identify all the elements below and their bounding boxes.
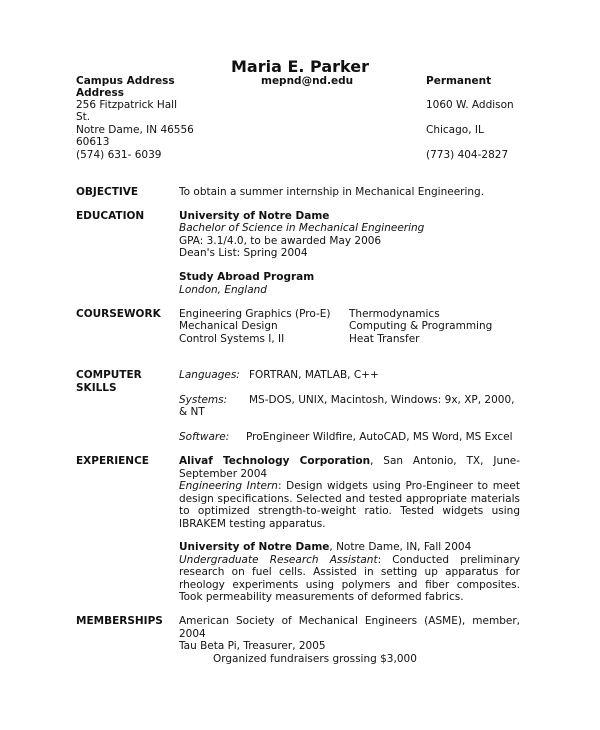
education-gpa: GPA: 3.1/4.0, to be awarded May 2006 [179, 235, 382, 247]
course-item: Heat Transfer [349, 333, 420, 345]
permanent-address-line2: Chicago, IL [426, 124, 484, 136]
computer-skills-heading: COMPUTER [76, 369, 142, 381]
experience-entry-notre-dame [179, 541, 520, 604]
software-value: ProEngineer Wildfire, AutoCAD, MS Word, MS Excel [246, 431, 513, 443]
job1-desc-3: to optimized strength-to-weight ratio. Tested widgets using [179, 505, 520, 517]
study-abroad-title: Study Abroad Program [179, 271, 315, 283]
job1-role: Engineering Intern [179, 480, 278, 492]
study-abroad-location: London, England [179, 284, 267, 296]
job1-dates: September 2004 [179, 467, 268, 480]
software-label: Software: [179, 431, 230, 443]
memberships-block [179, 615, 520, 665]
computer-skills-heading-2: SKILLS [76, 382, 117, 394]
languages-value: FORTRAN, MATLAB, C++ [249, 369, 379, 381]
membership-fundraisers: Organized fundraisers grossing $3,000 [213, 652, 417, 665]
objective-text: To obtain a summer internship in Mechanical Engineering. [179, 186, 485, 198]
job1-desc-2: design specifications. Selected and tested appropriate materials [179, 492, 520, 505]
membership-asme: American Society of Mechanical Engineers (ASME), member, [179, 615, 520, 627]
memberships-heading: MEMBERSHIPS [76, 615, 163, 627]
email-link[interactable]: mepnd@nd.edu [261, 75, 354, 87]
job2-desc-2: research on fuel cells. Assisted in setting up apparatus for [179, 566, 520, 578]
job2-location: , Notre Dame, IN, Fall 2004 [329, 541, 472, 553]
campus-address-sublabel: Address [76, 87, 124, 99]
campus-address-line4: 60613 [76, 136, 110, 148]
systems-label: Systems: [179, 394, 228, 406]
course-item: Engineering Graphics (Pro-E) [179, 308, 331, 320]
campus-address-line3: Notre Dame, IN 46556 [76, 124, 194, 136]
campus-address-line1: 256 Fitzpatrick Hall [76, 99, 178, 111]
membership-asme-year: 2004 [179, 627, 206, 640]
campus-address-label: Campus Address [76, 75, 175, 87]
job1-desc-1: : Design widgets using Pro-Engineer to meet [277, 480, 520, 492]
objective-heading: OBJECTIVE [76, 186, 139, 198]
job2-desc-4: Took permeability measurements of deformed fabrics. [179, 591, 464, 603]
experience-heading: EXPERIENCE [76, 455, 149, 467]
languages-label: Languages: [179, 369, 240, 381]
systems-value-2: & NT [179, 406, 205, 418]
job1-company: Alivaf Technology Corporation [179, 455, 371, 467]
job1-location: , San Antonio, TX, June- [370, 455, 520, 467]
campus-phone: (574) 631- 6039 [76, 149, 162, 161]
experience-entry-alivaf [179, 455, 520, 530]
education-school: University of Notre Dame [179, 210, 330, 222]
job2-desc-3: rheology experiments using polymers and fiber composites. [179, 578, 520, 591]
coursework-heading: COURSEWORK [76, 308, 161, 320]
job2-desc-1: : Conducted preliminary [377, 553, 520, 566]
course-item: Computing & Programming [349, 320, 493, 332]
systems-value: MS-DOS, UNIX, Macintosh, Windows: 9x, XP, 2000, [249, 394, 515, 406]
job2-company: University of Notre Dame [179, 541, 330, 553]
education-degree: Bachelor of Science in Mechanical Engineering [179, 222, 425, 234]
permanent-address-line1: 1060 W. Addison [426, 99, 514, 111]
job2-role: Undergraduate Research Assistant [179, 553, 378, 566]
course-item: Thermodynamics [349, 308, 440, 320]
job1-desc-4: IBRAKEM testing apparatus. [179, 517, 326, 530]
education-heading: EDUCATION [76, 210, 145, 222]
course-item: Mechanical Design [179, 320, 278, 332]
education-deans-list: Dean's List: Spring 2004 [179, 247, 308, 259]
campus-address-line2: St. [76, 111, 91, 123]
candidate-name: Maria E. Parker [231, 57, 369, 76]
course-item: Control Systems I, II [179, 333, 285, 345]
permanent-address-label: Permanent [426, 75, 492, 87]
membership-tau-beta-pi: Tau Beta Pi, Treasurer, 2005 [179, 640, 326, 652]
permanent-phone: (773) 404-2827 [426, 149, 509, 161]
